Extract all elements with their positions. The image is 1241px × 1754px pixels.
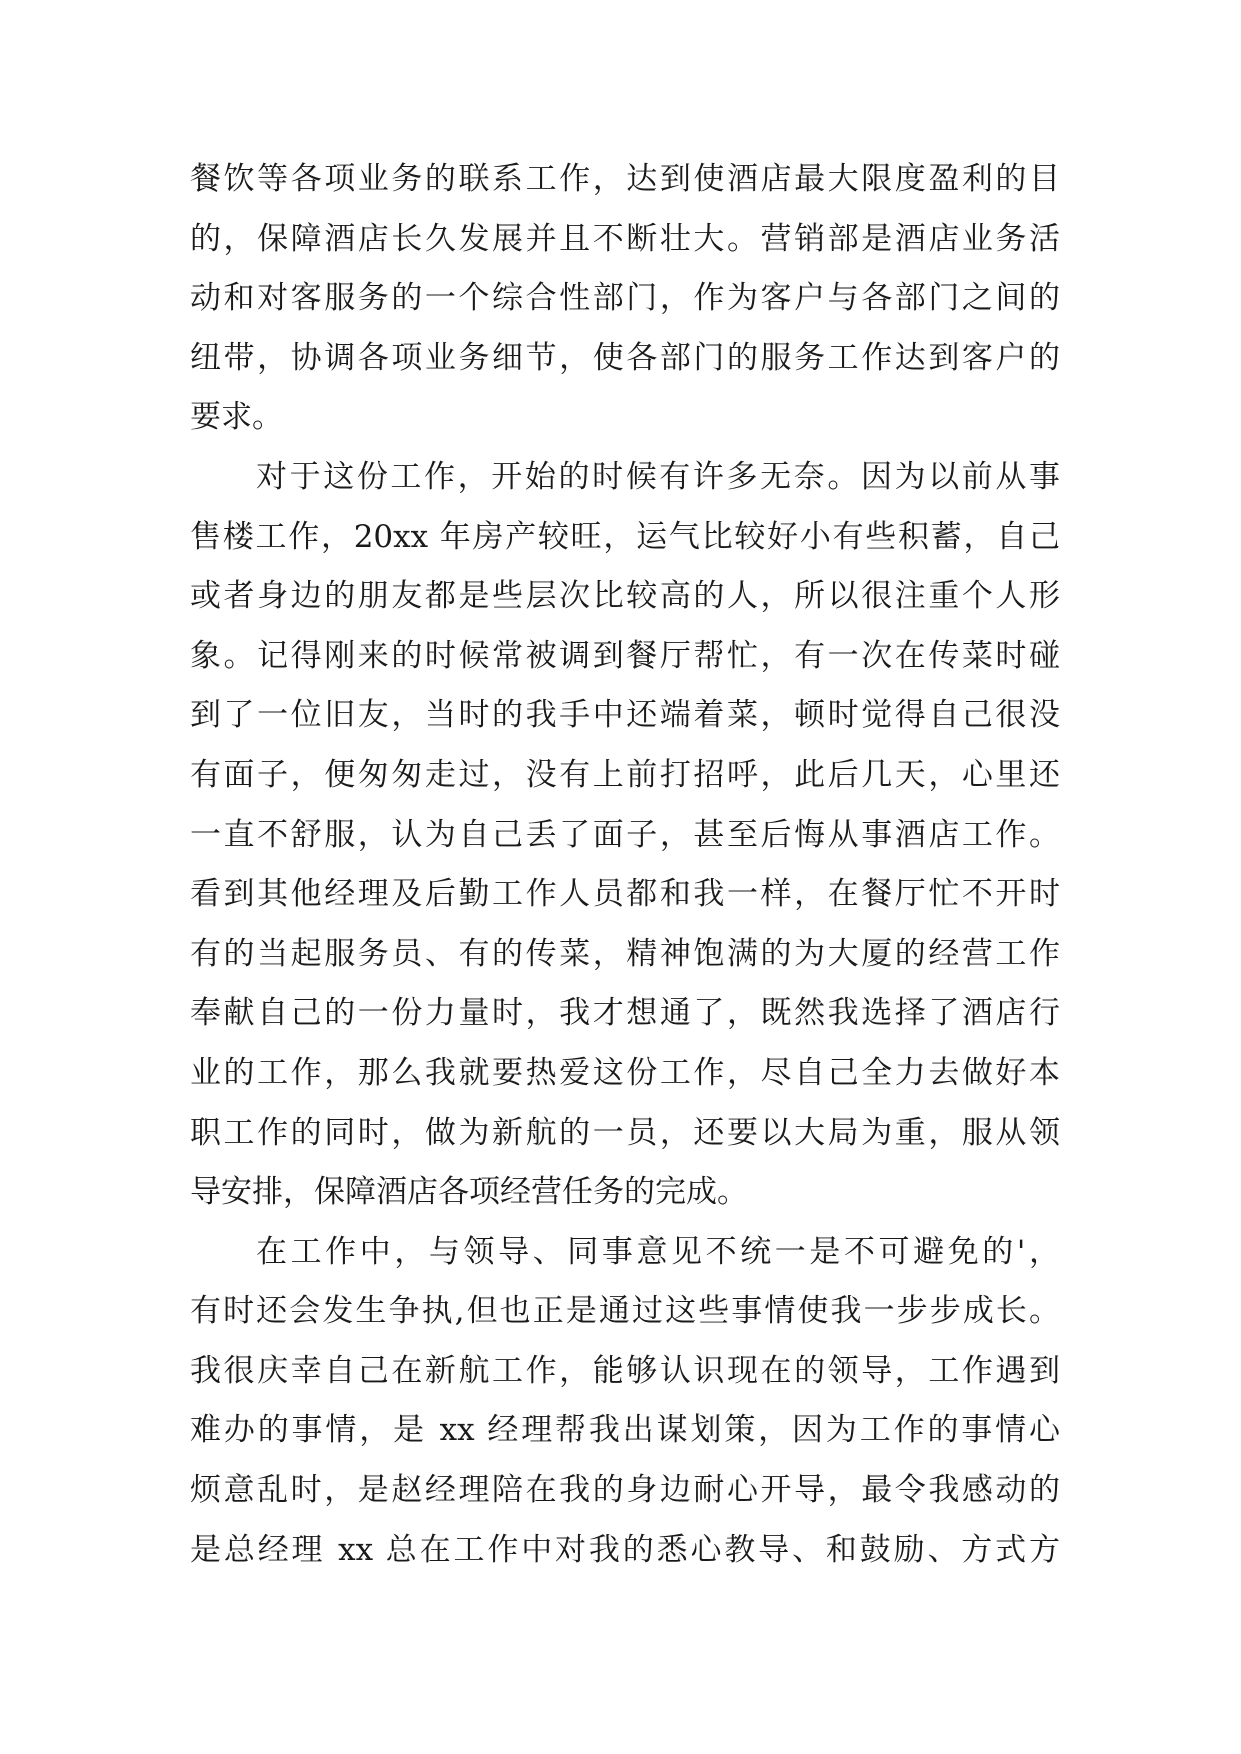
text-line: 要求。 [190, 399, 283, 436]
text-line: 有时还会发生争执,但也正是通过这些事情使我一步步成长。 [190, 1293, 1060, 1330]
text-line: 有的当起服务员、有的传菜，精神饱满的为大厦的经营工作 [190, 935, 1060, 972]
text-line: 烦意乱时，是赵经理陪在我的身边耐心开导，最令我感动的 [190, 1472, 1060, 1509]
text-line: 纽带，协调各项业务细节，使各部门的服务工作达到客户的 [190, 339, 1060, 376]
text-line: 业的工作，那么我就要热爱这份工作，尽自己全力去做好本 [190, 1054, 1060, 1091]
text-line: 职工作的同时，做为新航的一员，还要以大局为重，服从领 [190, 1114, 1060, 1151]
text-line: 导安排，保障酒店各项经营任务的完成。 [190, 1174, 748, 1211]
text-line: 是总经理 xx 总在工作中对我的悉心教导、和鼓励、方式方 [190, 1531, 1060, 1568]
text-line: 象。记得刚来的时候常被调到餐厅帮忙，有一次在传菜时碰 [190, 637, 1060, 674]
body-text [190, 150, 1060, 1580]
text-line: 餐饮等各项业务的联系工作，达到使酒店最大限度盈利的目 [190, 161, 1060, 197]
text-line: 一直不舒服，认为自己丢了面子，甚至后悔从事酒店工作。 [190, 816, 1060, 853]
text-line: 对于这份工作，开始的时候有许多无奈。因为以前从事 [256, 458, 1060, 495]
text-line: 有面子，便匆匆走过，没有上前打招呼，此后几天，心里还 [190, 756, 1060, 793]
text-line: 售楼工作，20xx 年房产较旺，运气比较好小有些积蓄，自己 [190, 518, 1060, 555]
text-line: 到了一位旧友，当时的我手中还端着菜，顿时觉得自己很没 [190, 697, 1060, 734]
text-line: 在工作中，与领导、同事意见不统一是不可避免的'， [256, 1233, 1060, 1270]
text-line: 我很庆幸自己在新航工作，能够认识现在的领导，工作遇到 [190, 1352, 1060, 1389]
text-line: 难办的事情，是 xx 经理帮我出谋划策，因为工作的事情心 [190, 1412, 1060, 1449]
text-line: 或者身边的朋友都是些层次比较高的人，所以很注重个人形 [190, 578, 1060, 615]
text-line: 奉献自己的一份力量时，我才想通了，既然我选择了酒店行 [190, 995, 1060, 1032]
text-line: 看到其他经理及后勤工作人员都和我一样，在餐厅忙不开时 [190, 876, 1060, 913]
text-line: 动和对客服务的一个综合性部门，作为客户与各部门之间的 [190, 280, 1060, 317]
text-line: 的，保障酒店长久发展并且不断壮大。营销部是酒店业务活 [190, 220, 1060, 257]
